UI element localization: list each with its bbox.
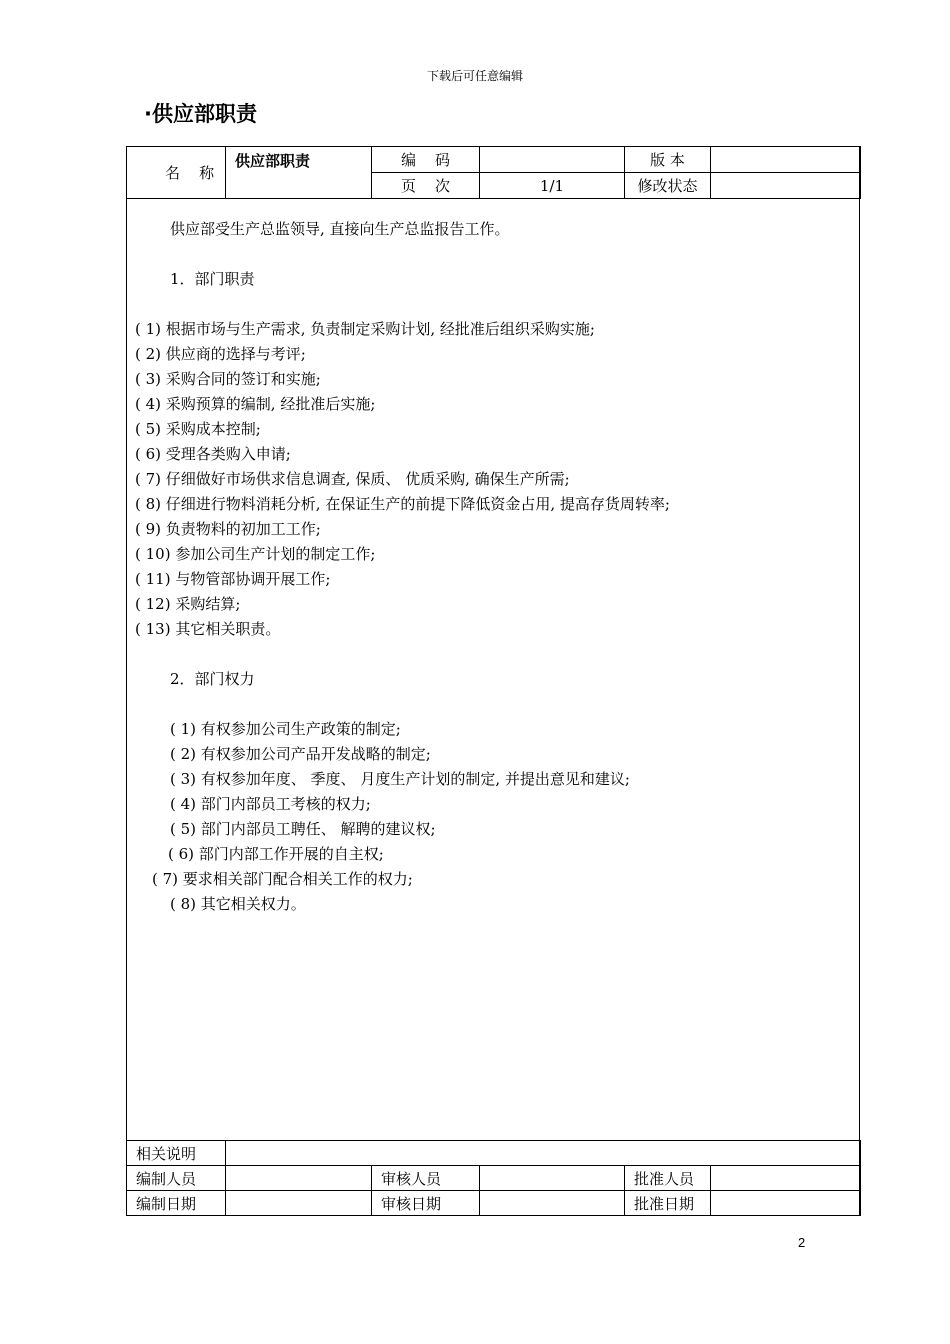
power-item: ( 1) 有权参加公司生产政策的制定; <box>170 720 401 738</box>
duty-item: ( 7) 仔细做好市场供求信息调查, 保质、 优质采购, 确保生产所需; <box>135 470 570 488</box>
document-title: ·供应部职责 <box>144 102 257 126</box>
notes-value <box>226 1141 861 1166</box>
revision-value <box>711 173 861 199</box>
info-table <box>126 146 861 199</box>
name-value: 供应部职责 <box>226 147 372 199</box>
editor-value <box>226 1166 372 1191</box>
duty-item: ( 12) 采购结算; <box>135 595 241 613</box>
power-item: ( 2) 有权参加公司产品开发战略的制定; <box>170 745 431 763</box>
notes-label: 相关说明 <box>127 1141 226 1166</box>
code-value <box>480 147 625 173</box>
power-item: ( 4) 部门内部员工考核的权力; <box>170 795 371 813</box>
duty-item: ( 5) 采购成本控制; <box>135 420 261 438</box>
section-heading-duties: 1．部门职责 <box>170 270 255 288</box>
editor-label: 编制人员 <box>127 1166 226 1191</box>
edit-date-value <box>226 1191 372 1216</box>
power-item: ( 7) 要求相关部门配合相关工作的权力; <box>152 870 413 888</box>
reviewer-label: 审核人员 <box>372 1166 480 1191</box>
duty-item: ( 13) 其它相关职责。 <box>135 620 281 638</box>
page-value: 1/1 <box>480 173 625 199</box>
approver-label: 批准人员 <box>625 1166 711 1191</box>
section-heading-powers: 2．部门权力 <box>170 670 255 688</box>
code-label: 编 码 <box>372 147 480 173</box>
duty-item: ( 8) 仔细进行物料消耗分析, 在保证生产的前提下降低资金占用, 提高存货周转率; <box>135 495 670 513</box>
page-label: 页 次 <box>372 173 480 199</box>
power-item: ( 3) 有权参加年度、 季度、 月度生产计划的制定, 并提出意见和建议; <box>170 770 630 788</box>
duty-item: ( 10) 参加公司生产计划的制定工作; <box>135 545 376 563</box>
review-date-label: 审核日期 <box>372 1191 480 1216</box>
approver-value <box>711 1166 861 1191</box>
power-item: ( 8) 其它相关权力。 <box>170 895 306 913</box>
name-label: 名 称 <box>127 147 226 199</box>
duty-item: ( 3) 采购合同的签订和实施; <box>135 370 321 388</box>
power-item: ( 6) 部门内部工作开展的自主权; <box>168 845 384 863</box>
duty-item: ( 4) 采购预算的编制, 经批准后实施; <box>135 395 376 413</box>
edit-date-label: 编制日期 <box>127 1191 226 1216</box>
duty-item: ( 6) 受理各类购入申请; <box>135 445 291 463</box>
duty-item: ( 9) 负责物料的初加工工作; <box>135 520 321 538</box>
page-number: 2 <box>798 1235 806 1250</box>
duty-item: ( 11) 与物管部协调开展工作; <box>135 570 331 588</box>
intro-text: 供应部受生产总监领导, 直接向生产总监报告工作。 <box>170 220 510 238</box>
version-label: 版 本 <box>625 147 711 173</box>
review-date-value <box>480 1191 625 1216</box>
page-header-note: 下载后可任意编辑 <box>426 69 523 83</box>
approve-date-label: 批准日期 <box>625 1191 711 1216</box>
duty-item: ( 1) 根据市场与生产需求, 负责制定采购计划, 经批准后组织采购实施; <box>135 320 595 338</box>
power-item: ( 5) 部门内部员工聘任、 解聘的建议权; <box>170 820 436 838</box>
reviewer-value <box>480 1166 625 1191</box>
document-body <box>127 199 859 1139</box>
signoff-table <box>126 1140 861 1216</box>
approve-date-value <box>711 1191 861 1216</box>
document-form <box>126 146 860 1216</box>
revision-label: 修改状态 <box>625 173 711 199</box>
version-value <box>711 147 861 173</box>
duty-item: ( 2) 供应商的选择与考评; <box>135 345 306 363</box>
